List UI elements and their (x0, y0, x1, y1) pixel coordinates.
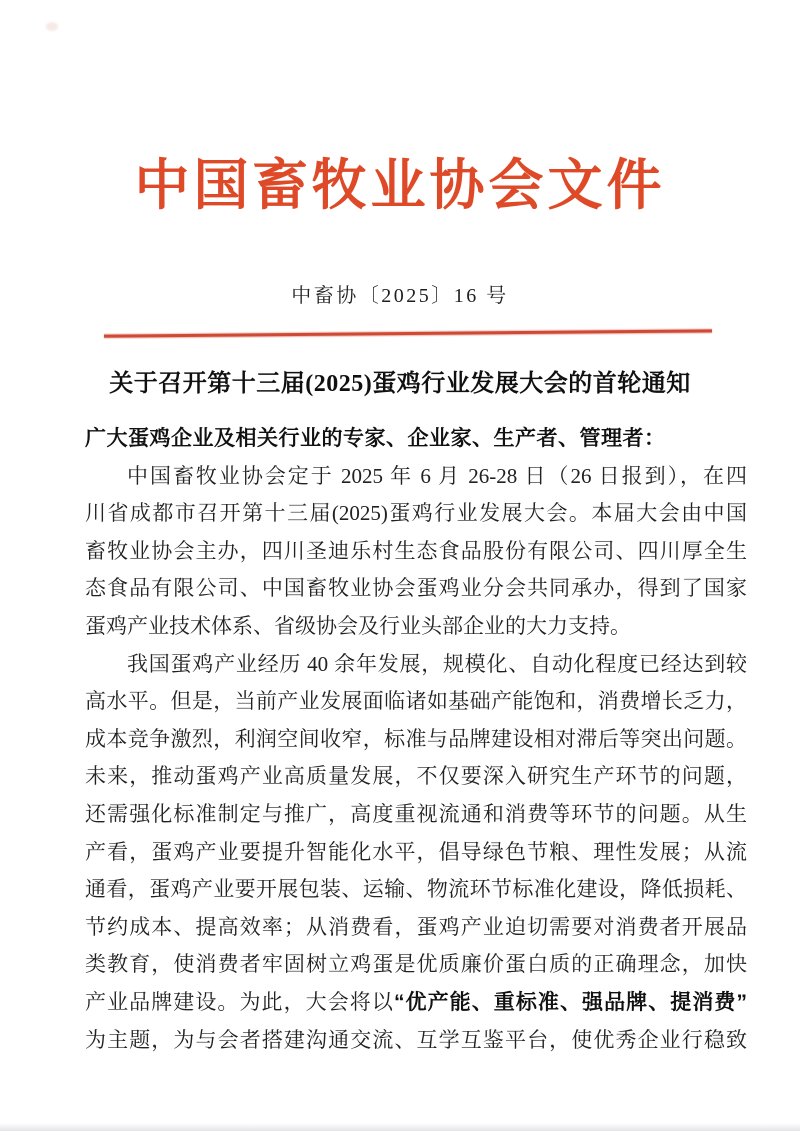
body-text: 我国蛋鸡产业经历 40 余年发展，规模化、自动化程度已经达到较 (127, 651, 747, 676)
document-title: 关于召开第十三届(2025)蛋鸡行业发展大会的首轮通知 (109, 371, 691, 397)
body-line (85, 909, 747, 947)
scan-bottom-edge (0, 1123, 800, 1131)
body-line (85, 570, 747, 608)
body-line (85, 495, 747, 533)
org-title: 中国畜牧业协会文件 (134, 155, 666, 216)
body-text: 产看，蛋鸡产业要提升智能化水平，倡导绿色节粮、理性发展；从流 (85, 839, 747, 864)
body-line (85, 946, 747, 984)
body-text: 中国畜牧业协会定于 2025 年 6 月 26-28 日（26 日报到），在四 (127, 463, 747, 488)
body-text: 还需强化标准制定与推广，高度重视流通和消费等环节的问题。从生 (85, 801, 747, 826)
body-line (85, 984, 747, 1022)
salutation: 广大蛋鸡企业及相关行业的专家、企业家、生产者、管理者： (85, 427, 666, 450)
body-text: 畜牧业协会主办，四川圣迪乐村生态食品股份有限公司、四川厚全生 (85, 538, 747, 563)
body-text: 节约成本、提高效率；从消费看，蛋鸡产业迫切需要对消费者开展品 (85, 914, 747, 939)
body-line (85, 458, 747, 496)
body-text: 川省成都市召开第十三届(2025)蛋鸡行业发展大会。本届大会由中国 (85, 501, 747, 526)
body-line (85, 834, 747, 872)
red-divider (104, 329, 712, 337)
body-line (85, 683, 747, 721)
body-paragraphs (85, 458, 747, 1060)
body-line (85, 1022, 747, 1060)
document-body (85, 420, 747, 1059)
body-text: 蛋鸡产业技术体系、省级协会及行业头部企业的大力支持。 (85, 613, 631, 638)
body-line (85, 533, 747, 571)
body-line (85, 871, 747, 909)
body-line (85, 758, 747, 796)
body-text: 高水平。但是，当前产业发展面临诸如基础产能饱和，消费增长乏力， (85, 689, 747, 714)
scan-smudge (46, 22, 58, 31)
body-text: 成本竞争激烈，利润空间收窄，标准与品牌建设相对滞后等突出问题。 (85, 726, 747, 751)
body-line (85, 646, 747, 684)
body-line (85, 796, 747, 834)
doc-number: 中畜协〔2025〕16 号 (291, 285, 509, 307)
body-text: 类教育，使消费者牢固树立鸡蛋是优质廉价蛋白质的正确理念，加快 (85, 952, 747, 977)
body-line (85, 608, 747, 646)
body-text: 通看，蛋鸡产业要开展包装、运输、物流环节标准化建设，降低损耗、 (85, 877, 747, 902)
body-line (85, 721, 747, 759)
body-text: 产业品牌建设。为此，大会将以 (85, 989, 394, 1014)
body-text: 态食品有限公司、中国畜牧业协会蛋鸡业分会共同承办，得到了国家 (85, 576, 747, 601)
body-text: 为主题，为与会者搭建沟通交流、互学互鉴平台，使优秀企业行稳致 (85, 1027, 747, 1052)
body-text-bold: “优产能、重标准、强品牌、提消费” (393, 990, 748, 1014)
body-text: 未来，推动蛋鸡产业高质量发展，不仅要深入研究生产环节的问题， (85, 764, 747, 789)
